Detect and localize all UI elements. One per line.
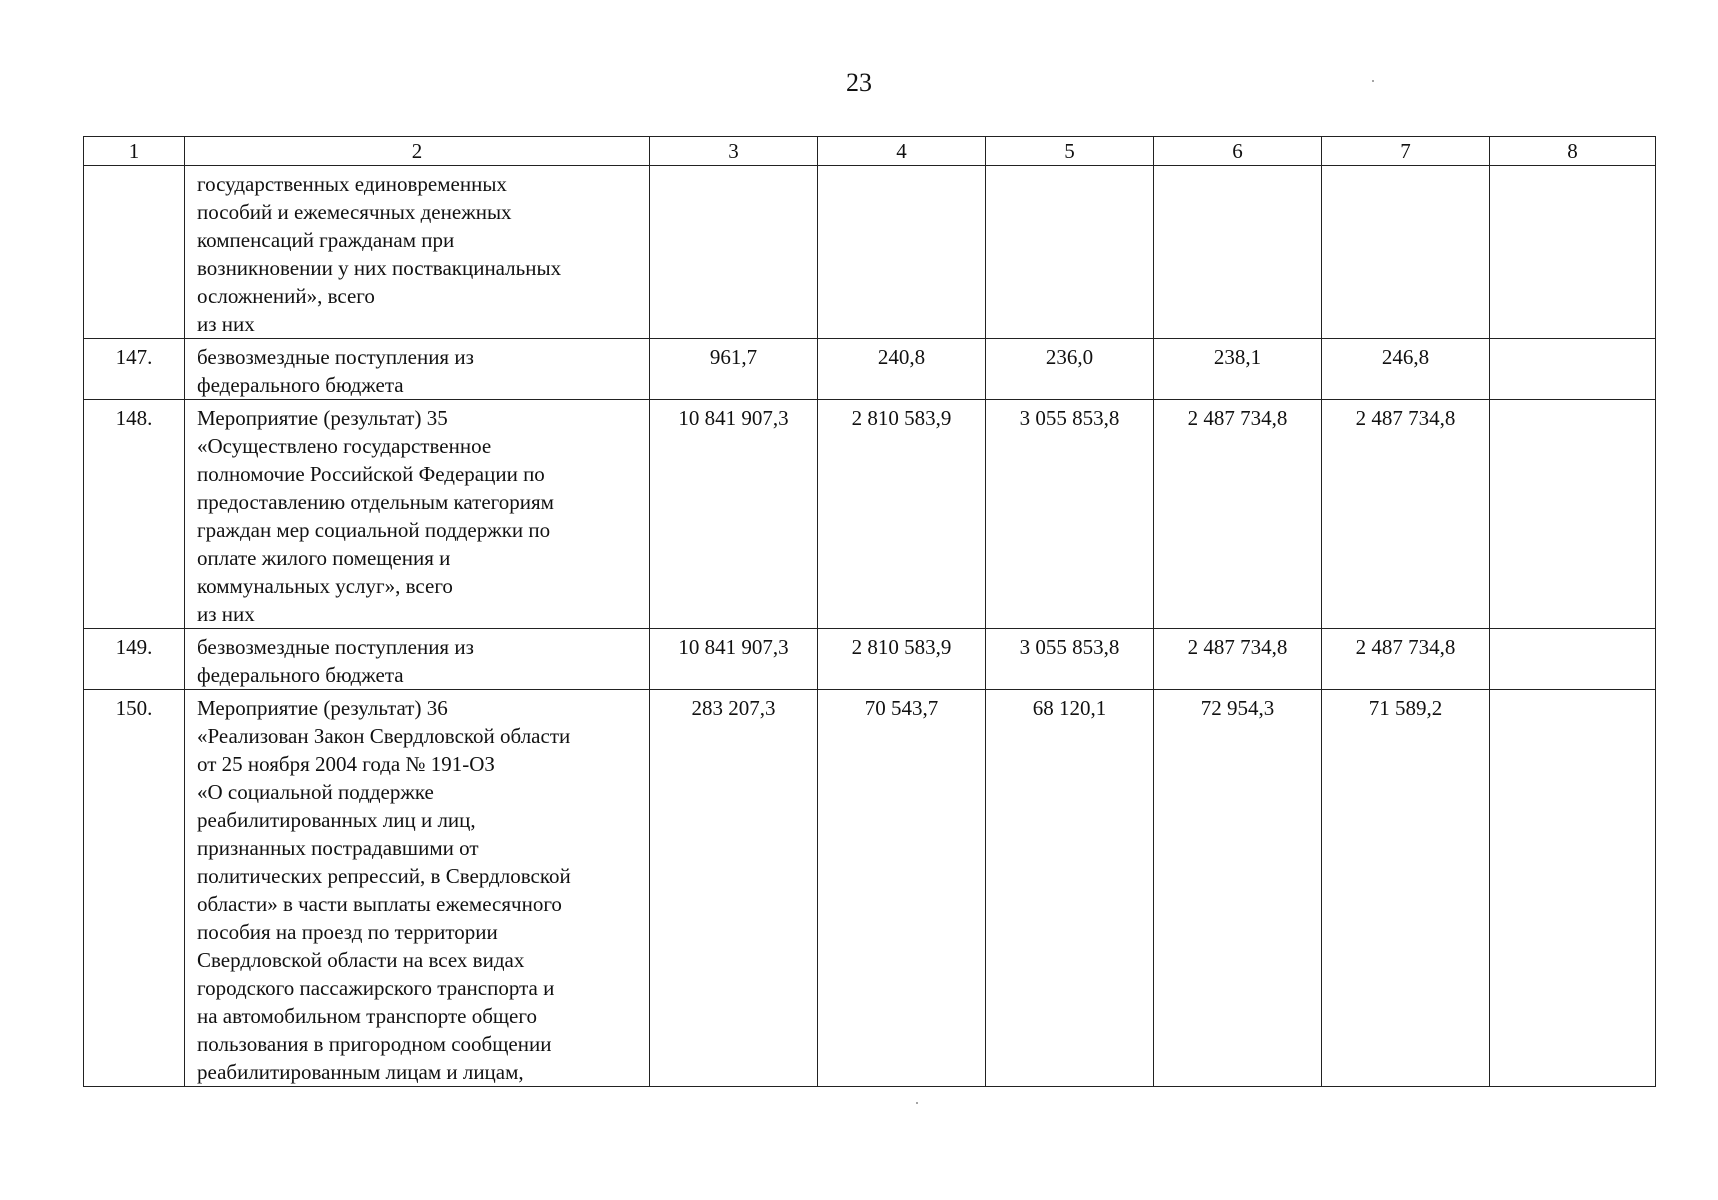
header-col-2: 2 bbox=[185, 137, 650, 166]
cell-col-4: 2 810 583,9 bbox=[818, 400, 986, 629]
header-col-4: 4 bbox=[818, 137, 986, 166]
description-line: пособий и ежемесячных денежных bbox=[197, 200, 512, 224]
description-line: из них bbox=[197, 312, 255, 336]
cell-col-5: 68 120,1 bbox=[986, 690, 1154, 1087]
header-col-6: 6 bbox=[1154, 137, 1322, 166]
cell-col-8 bbox=[1490, 400, 1656, 629]
description-line: «О социальной поддержке bbox=[197, 780, 434, 804]
row-description bbox=[185, 166, 650, 339]
description-line: городского пассажирского транспорта и bbox=[197, 976, 555, 1000]
scan-speck bbox=[916, 1102, 918, 1104]
cell-col-6: 72 954,3 bbox=[1154, 690, 1322, 1087]
cell-col-5 bbox=[986, 166, 1154, 339]
description-line: области» в части выплаты ежемесячного bbox=[197, 892, 562, 916]
table-row bbox=[84, 690, 1656, 1087]
description-line: политических репрессий, в Свердловской bbox=[197, 864, 571, 888]
row-description bbox=[185, 690, 650, 1087]
description-line: оплате жилого помещения и bbox=[197, 546, 451, 570]
header-col-7: 7 bbox=[1322, 137, 1490, 166]
row-description bbox=[185, 339, 650, 400]
description-line: реабилитированным лицам и лицам, bbox=[197, 1060, 524, 1084]
cell-col-7: 246,8 bbox=[1322, 339, 1490, 400]
header-col-5: 5 bbox=[986, 137, 1154, 166]
description-line: возникновении у них поствакцинальных bbox=[197, 256, 562, 280]
description-line: признанных пострадавшими от bbox=[197, 836, 479, 860]
cell-col-7: 2 487 734,8 bbox=[1322, 400, 1490, 629]
description-line: полномочие Российской Федерации по bbox=[197, 462, 545, 486]
table-header-row bbox=[84, 137, 1656, 166]
description-line: Мероприятие (результат) 36 bbox=[197, 696, 448, 720]
cell-col-6: 2 487 734,8 bbox=[1154, 400, 1322, 629]
page-number: 23 bbox=[846, 68, 872, 97]
description-line: коммунальных услуг», всего bbox=[197, 574, 453, 598]
cell-col-3: 10 841 907,3 bbox=[650, 400, 818, 629]
description-line: пользования в пригородном сообщении bbox=[197, 1032, 552, 1056]
table-row bbox=[84, 400, 1656, 629]
table-row bbox=[84, 339, 1656, 400]
scan-speck bbox=[1372, 80, 1374, 82]
row-description bbox=[185, 629, 650, 690]
cell-col-7 bbox=[1322, 166, 1490, 339]
cell-col-6: 2 487 734,8 bbox=[1154, 629, 1322, 690]
budget-table-wrapper bbox=[83, 136, 1656, 1087]
cell-col-3: 10 841 907,3 bbox=[650, 629, 818, 690]
description-line: предоставлению отдельным категориям bbox=[197, 490, 554, 514]
header-col-1: 1 bbox=[84, 137, 185, 166]
table-row bbox=[84, 166, 1656, 339]
description-line: реабилитированных лиц и лиц, bbox=[197, 808, 476, 832]
description-line: безвозмездные поступления из bbox=[197, 635, 474, 659]
description-line: из них bbox=[197, 602, 255, 626]
budget-table bbox=[83, 136, 1656, 1087]
description-line: федерального бюджета bbox=[197, 663, 404, 687]
cell-col-4: 240,8 bbox=[818, 339, 986, 400]
cell-col-4: 70 543,7 bbox=[818, 690, 986, 1087]
row-number: 150. bbox=[84, 690, 185, 1087]
row-description bbox=[185, 400, 650, 629]
cell-col-3 bbox=[650, 166, 818, 339]
row-number bbox=[84, 166, 185, 339]
description-line: компенсаций гражданам при bbox=[197, 228, 455, 252]
description-line: Мероприятие (результат) 35 bbox=[197, 406, 448, 430]
cell-col-3: 961,7 bbox=[650, 339, 818, 400]
description-line: «Реализован Закон Свердловской области bbox=[197, 724, 571, 748]
description-line: от 25 ноября 2004 года № 191-ОЗ bbox=[197, 752, 495, 776]
cell-col-5: 236,0 bbox=[986, 339, 1154, 400]
description-line: «Осуществлено государственное bbox=[197, 434, 492, 458]
description-line: на автомобильном транспорте общего bbox=[197, 1004, 537, 1028]
cell-col-6: 238,1 bbox=[1154, 339, 1322, 400]
description-line: государственных единовременных bbox=[197, 172, 507, 196]
cell-col-8 bbox=[1490, 339, 1656, 400]
cell-col-7: 2 487 734,8 bbox=[1322, 629, 1490, 690]
table-row bbox=[84, 629, 1656, 690]
description-line: федерального бюджета bbox=[197, 373, 404, 397]
description-line: граждан мер социальной поддержки по bbox=[197, 518, 551, 542]
cell-col-8 bbox=[1490, 629, 1656, 690]
header-col-8: 8 bbox=[1490, 137, 1656, 166]
cell-col-5: 3 055 853,8 bbox=[986, 629, 1154, 690]
cell-col-5: 3 055 853,8 bbox=[986, 400, 1154, 629]
description-line: пособия на проезд по территории bbox=[197, 920, 498, 944]
description-line: осложнений», всего bbox=[197, 284, 375, 308]
row-number: 149. bbox=[84, 629, 185, 690]
header-col-3: 3 bbox=[650, 137, 818, 166]
cell-col-8 bbox=[1490, 690, 1656, 1087]
cell-col-6 bbox=[1154, 166, 1322, 339]
row-number: 147. bbox=[84, 339, 185, 400]
description-line: безвозмездные поступления из bbox=[197, 345, 474, 369]
cell-col-7: 71 589,2 bbox=[1322, 690, 1490, 1087]
cell-col-4 bbox=[818, 166, 986, 339]
row-number: 148. bbox=[84, 400, 185, 629]
cell-col-8 bbox=[1490, 166, 1656, 339]
cell-col-3: 283 207,3 bbox=[650, 690, 818, 1087]
cell-col-4: 2 810 583,9 bbox=[818, 629, 986, 690]
description-line: Свердловской области на всех видах bbox=[197, 948, 525, 972]
